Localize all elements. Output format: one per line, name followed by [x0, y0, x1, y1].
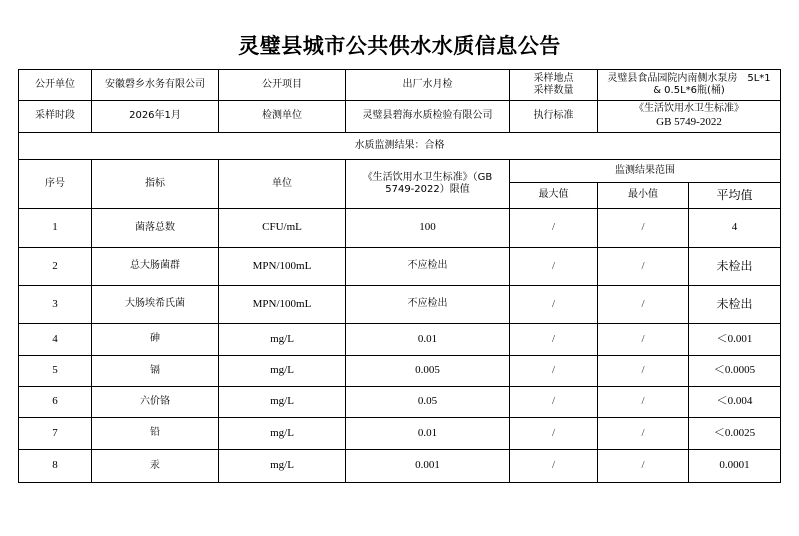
indicator-name: 六价铬 — [92, 387, 219, 418]
standard-label: 执行标准 — [510, 101, 598, 133]
test-unit-value: 灵璧县碧海水质检验有限公司 — [346, 101, 510, 133]
max-value: / — [510, 356, 598, 387]
table-row — [19, 450, 781, 483]
max-value: / — [510, 324, 598, 356]
unit-cell: CFU/mL — [219, 209, 346, 248]
row-number: 1 — [19, 209, 92, 248]
unit-cell: mg/L — [219, 356, 346, 387]
table-row — [19, 286, 781, 324]
max-value: / — [510, 418, 598, 450]
public-unit-value: 安徽磬乡水务有限公司 — [92, 70, 219, 101]
sampling-time-value: 2026年1月 — [92, 101, 219, 133]
avg-value: ＜0.0005 — [689, 356, 781, 387]
limit-value: 0.005 — [346, 356, 510, 387]
min-value: / — [598, 324, 689, 356]
public-unit-label: 公开单位 — [19, 70, 92, 101]
table-row — [19, 209, 781, 248]
limit-value: 100 — [346, 209, 510, 248]
unit-cell: MPN/100mL — [219, 248, 346, 286]
indicator-name: 菌落总数 — [92, 209, 219, 248]
public-item-value: 出厂水月检 — [346, 70, 510, 101]
header-row-1 — [19, 70, 781, 101]
avg-value: ＜0.004 — [689, 387, 781, 418]
table-row — [19, 248, 781, 286]
max-value: / — [510, 248, 598, 286]
min-value: / — [598, 286, 689, 324]
sampling-label: 采样地点 采样数量 — [510, 70, 598, 101]
avg-value: ＜0.001 — [689, 324, 781, 356]
table-row — [19, 324, 781, 356]
max-value: / — [510, 387, 598, 418]
indicator-name: 铅 — [92, 418, 219, 450]
min-value: / — [598, 418, 689, 450]
limit-value: 不应检出 — [346, 248, 510, 286]
page-title: 灵璧县城市公共供水水质信息公告 — [238, 34, 561, 58]
sampling-value: 灵璧县食品园院内南侧水泵房 5L*1 & 0.5L*6瓶(桶) — [598, 70, 781, 101]
unit-cell: mg/L — [219, 387, 346, 418]
limit-value: 0.001 — [346, 450, 510, 483]
result-summary-row — [19, 133, 781, 160]
unit-cell: mg/L — [219, 324, 346, 356]
row-number: 2 — [19, 248, 92, 286]
table-row — [19, 356, 781, 387]
table-row — [19, 387, 781, 418]
min-value: / — [598, 450, 689, 483]
standard-name: 《生活饮用水卫生标准》 — [634, 103, 744, 115]
avg-value: 0.0001 — [689, 450, 781, 483]
avg-value: ＜0.0025 — [689, 418, 781, 450]
row-number: 3 — [19, 286, 92, 324]
indicator-name: 镉 — [92, 356, 219, 387]
limit-value: 0.01 — [346, 418, 510, 450]
water-quality-table — [18, 69, 781, 483]
min-value: / — [598, 356, 689, 387]
col-no-header: 序号 — [19, 160, 92, 209]
limit-value: 不应检出 — [346, 286, 510, 324]
min-value: / — [598, 387, 689, 418]
col-indicator-header: 指标 — [92, 160, 219, 209]
col-min-header: 最小值 — [598, 183, 689, 209]
result-summary: 水质监测结果：合格 — [19, 133, 781, 160]
avg-value: 未检出 — [689, 286, 781, 324]
limit-value: 0.05 — [346, 387, 510, 418]
min-value: / — [598, 209, 689, 248]
col-unit-header: 单位 — [219, 160, 346, 209]
avg-value: 4 — [689, 209, 781, 248]
col-limit-header: 《生活饮用水卫生标准》（GB 5749-2022）限值 — [346, 160, 510, 209]
indicator-name: 砷 — [92, 324, 219, 356]
row-number: 8 — [19, 450, 92, 483]
max-value: / — [510, 286, 598, 324]
row-number: 4 — [19, 324, 92, 356]
public-item-label: 公开项目 — [219, 70, 346, 101]
unit-cell: mg/L — [219, 450, 346, 483]
sampling-time-label: 采样时段 — [19, 101, 92, 133]
test-unit-label: 检测单位 — [219, 101, 346, 133]
min-value: / — [598, 248, 689, 286]
limit-value: 0.01 — [346, 324, 510, 356]
col-range-header: 监测结果范围 — [510, 160, 781, 183]
max-value: / — [510, 209, 598, 248]
indicator-name: 总大肠菌群 — [92, 248, 219, 286]
standard-value — [598, 101, 781, 133]
indicator-name: 汞 — [92, 450, 219, 483]
row-number: 7 — [19, 418, 92, 450]
row-number: 5 — [19, 356, 92, 387]
unit-cell: MPN/100mL — [219, 286, 346, 324]
table-row — [19, 418, 781, 450]
indicator-name: 大肠埃希氏菌 — [92, 286, 219, 324]
max-value: / — [510, 450, 598, 483]
column-header-row-1 — [19, 160, 781, 183]
col-max-header: 最大值 — [510, 183, 598, 209]
col-avg-header: 平均值 — [689, 183, 781, 209]
avg-value: 未检出 — [689, 248, 781, 286]
row-number: 6 — [19, 387, 92, 418]
unit-cell: mg/L — [219, 418, 346, 450]
standard-code: GB 5749-2022 — [656, 115, 722, 128]
header-row-2 — [19, 101, 781, 133]
